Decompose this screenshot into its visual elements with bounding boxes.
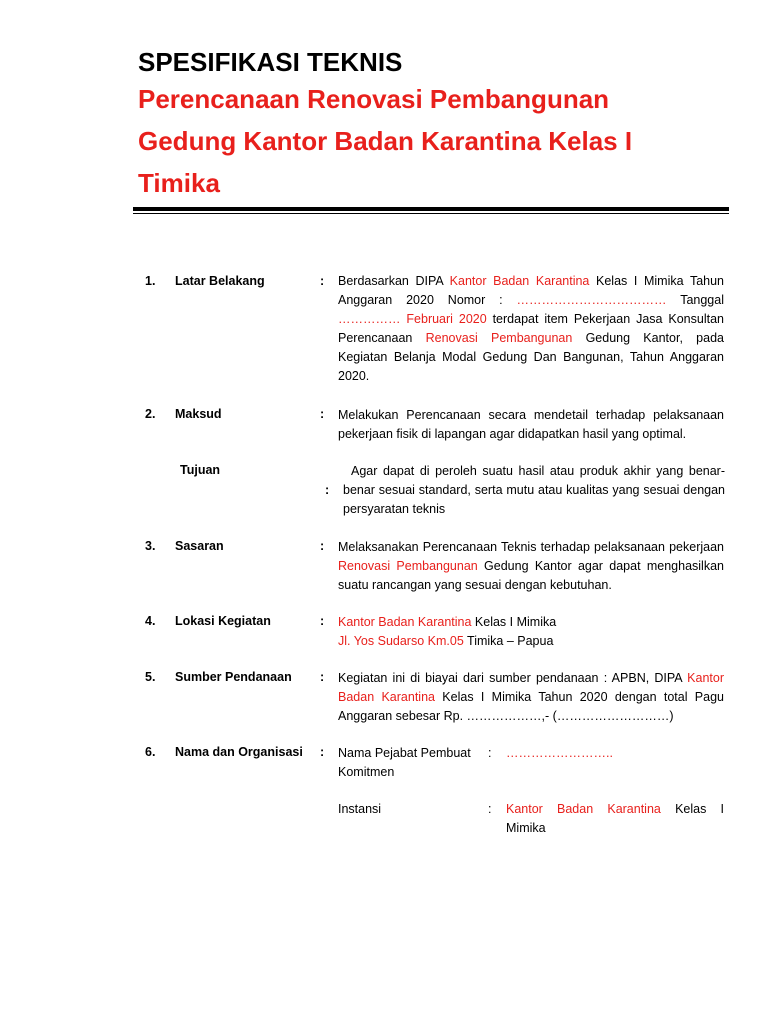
highlight-text: Renovasi Pembangunan [338,559,478,573]
body-text: Kelas I Mimika Tahun 2020 dengan total Pagu Anggaran sebesar Rp. ………………,- (………………………) [338,690,724,723]
instansi-colon: : [488,802,492,816]
highlight-text: ……………………………… [516,293,667,307]
section-number: 3. [145,539,156,553]
section-number: 2. [145,407,156,421]
document-subtitle-line-3: Timika [138,168,220,198]
section-body [338,272,724,386]
document-header [138,46,738,204]
body-text: terdapat item Pekerjaan Jasa Konsultan Perencanaan [338,312,724,345]
document-subtitle-line-1: Perencanaan Renovasi Pembangunan [138,84,610,114]
section-colon: : [320,407,325,421]
body-text: Kelas I Mimika [506,802,724,835]
body-text: Gedung Kantor, pada Kegiatan Belanja Modal Gedung Dan Bangunan, Tahun Anggaran 2020. [338,331,724,383]
instansi-value [506,800,724,838]
body-text: Berdasarkan DIPA [338,274,450,288]
section-number: 5. [145,670,156,684]
section-label: Lokasi Kegiatan [175,614,271,628]
highlight-text: Renovasi Pembangunan [425,331,573,345]
section-body: Melakukan Perencanaan secara mendetail terhadap pelaksanaan pekerjaan fisik di lapangan agar didapatkan hasil yang optimal. [338,408,724,441]
section-colon: : [320,274,325,288]
section-body [338,613,724,651]
highlight-text: Kantor Badan Karantina [506,802,661,816]
highlight-text: Jl. Yos Sudarso Km.05 [338,634,464,648]
section-label: Sasaran [175,539,224,553]
header-divider-thin [133,213,729,214]
section-label: Sumber Pendanaan [175,670,292,684]
section-number: 6. [145,745,156,759]
section-number: 1. [145,274,156,288]
header-divider-thick [133,207,729,211]
highlight-text: …………… Februari 2020 [338,312,487,326]
section-colon: : [320,670,325,684]
instansi-label: Instansi [338,802,382,816]
section-colon: : [320,614,325,628]
document-title: SPESIFIKASI TEKNIS [138,47,403,77]
pejabat-value: …………………….. [506,746,613,760]
section-colon: : [320,539,325,553]
section-colon: : [320,745,325,759]
body-text: Timika – Papua [463,634,554,648]
location-address [338,632,724,651]
body-text: Kelas I Mimika Tahun Anggaran 2020 Nomor : [338,274,724,307]
highlight-text: Kantor Badan Karantina [449,274,590,288]
body-text: Gedung Kantor agar dapat menghasilkan suatu rancangan yang sesuai dengan kebutuhan. [338,559,724,592]
location-office [338,613,724,632]
section-label: Tujuan [180,463,221,477]
section-body: Agar dapat di peroleh suatu hasil atau produk akhir yang benar-benar sesuai standard, serta mutu atau kualitas yang sesuai dengan persyaratan teknis [343,464,725,516]
section-body [338,538,724,595]
section-colon: : [325,483,330,497]
section-label: Latar Belakang [175,274,265,288]
body-text: Tanggal [666,293,724,307]
highlight-text: Kantor Badan Karantina [338,671,724,704]
pejabat-label: Nama Pejabat Pembuat Komitmen [338,746,471,779]
highlight-text: Kantor Badan Karantina [338,615,472,629]
body-text: Melaksanakan Perencanaan Teknis terhadap pelaksanaan pekerjaan [338,540,724,554]
section-body [338,669,724,726]
section-label: Nama dan Organisasi [175,745,303,759]
section-label: Maksud [175,407,222,421]
section-number: 4. [145,614,156,628]
document-subtitle-line-2: Gedung Kantor Badan Karantina Kelas I [138,126,633,156]
body-text: Kelas I Mimika [471,615,557,629]
pejabat-colon: : [488,746,492,760]
body-text: Kegiatan ini di biayai dari sumber pendanaan : APBN, DIPA [338,671,688,685]
